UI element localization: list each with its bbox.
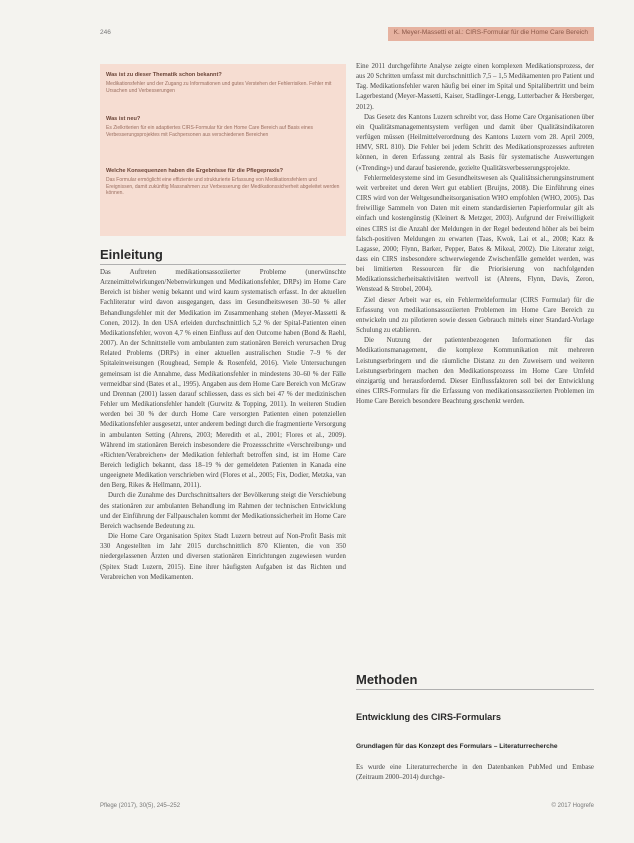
- paragraph: Die Home Care Organisation Spitex Stadt Luzern betreut auf Non-Profit Basis mit 330 Angestellten im Jahr 2015 durchschnittlich 870 Klienten, die von 350 niedergelassenen Ärzten und diversen stationären Einrichtungen zugewiesen wurden (Spitex Stadt Luzern, 2015). Eine ihrer häufigsten Aufgaben ist das Richten und Verabreichen von Medikamenten.: [100, 533, 346, 581]
- key-points-box: [100, 64, 346, 236]
- methods-paragraph: [356, 763, 594, 785]
- paragraph: Ziel dieser Arbeit war es, ein Fehlermeldeformular (CIRS Formular) für die Erfassung von medikationsassoziierten Problemen im Home Care Bereich zu entwickeln und zu pilotieren sowie dessen Gebrauch mittels einer Standard-Vorlage Schulung zu etablieren.: [356, 296, 594, 335]
- page-header: [100, 27, 594, 41]
- paragraph: Das Auftreten medikationsassoziierter Probleme (unerwünschte Arzneimittelwirkungen/Nebenwirkungen und Medikationsfehler, DRPs) im Home Care Bereich ist bisher wenig bekannt und wird kaum systematisch erfasst. In der aktuellen Fachliteratur wird davon ausgegangen, dass im Gesundheitswesen 30–50 % aller Behandlungsfehler mit der Medikation im Zusammenhang stehen (Meyer-Massetti & Conen, 2012). In den USA erleiden durchschnittlich 5,2 % der Spital-Patienten einen Medikationsfehler, wovon 4,7 % einen Einfluss auf den Outcome haben (Bond & Raehl, 2007). An der Schnittstelle vom ambulanten zum stationären Bereich verursachen Drug Related Problems (DRPs) in einer aktuellen australischen Studie 7–9 % der Spitaleinweisungen (Roughead, Semple & Rosenfeld, 2016). Viele Untersuchungen gemeinsam ist die Annahme, dass Medikationsfehler in mindestens 30–60 % der Fälle vermeidbar sind (Bates et al., 1995). Angaben aus dem Home Care Bereich von McGraw und Drennan (2001) lassen darauf schliessen, dass es sich bei 47 % der medizinischen Fehler um Medikationsfehler handelt (Gurwitz & Topping, 2011). In weiteren Studien werden bei 30 % der durch Home Care versorgten Patienten einen potenziellen Medikationsfehler ausgesetzt, unter anderem bedingt durch die fragmentierte Versorgung in ambulanten Setting (Ahrens, 2003; Meredith et al., 2001; Flores et al., 2009). Während im stationären Bereich insbesondere die Prozessschritte «Verschreibung» und «Richten/Verabreichen» der Medikation fehlerhaft betroffen sind, ist im Home Care Bereich lediglich bekannt, dass 18–19 % der gemeldeten Patienten in Kanada eine ungeeignete Medikation verschrieben wird (Flores et al., 2005; Fix, Dodier, Metzka, van den Berg, Rikes & Hellmann, 2011).: [100, 269, 346, 490]
- question-2: Was ist neu?: [106, 116, 141, 122]
- running-title: K. Meyer-Massetti et al.: CIRS-Formular für die Home Care Bereich: [388, 27, 594, 41]
- subheading-cirs-formular: Entwicklung des CIRS-Formulars: [356, 712, 501, 722]
- paragraph: Das Gesetz des Kantons Luzern schreibt vor, dass Home Care Organisationen über ein Qualitätsmanagementsystem verfügen und damit über Qualitätsindikatoren verfügen müssen (Heilmittelverordnung des Kantons Luzern vom 28. April 2009, HMV, SRL 810). Die Fehler bei jedem Schritt des Medikationsprozesses auftreten können, in deren Erfassung zentral als Basis für systematische Auswertungen («Trending») und darauf basierende, gezielte Qualitätsverbesserungsprojekte.: [356, 113, 594, 172]
- subsubheading-literaturrecherche: Grundlagen für das Konzept des Formulars – Literaturrecherche: [356, 743, 558, 750]
- right-column-text: [356, 62, 594, 662]
- paragraph: Es wurde eine Literaturrecherche in den Datenbanken PubMed und Embase (Zeitraum 2000–2014) durchge-: [356, 764, 594, 782]
- paragraph: Die Nutzung der patientenbezogenen Informationen für das Medikationsmanagement, die komplexe Kommunikation mit mehreren Leistungserbringern und die räumliche Distanz zu den Zuweisern und weiteren Leistungserbringern machen den Medikationsprozess im Home Care Umfeld einzigartig und herausfordernd. Dieser Einflussfaktoren soll bei der Entwicklung eines CIRS-Formulars für die Erfassung von medikationsassoziierten Problemen im Home Care Bereich besondere Beachtung geschenkt werden.: [356, 337, 594, 406]
- paragraph: Durch die Zunahme des Durchschnittsalters der Bevölkerung steigt die Verschiebung des stationären zur ambulanten Behandlung im Rahmen der technischen Entwicklung und der Einführung der Fallpauschalen kommt der Medikationssicherheit im Home Care Bereich wachsende Bedeutung zu.: [100, 492, 346, 530]
- answer-2: Es Zielkriterien für ein adaptiertes CIRS-Formular für den Home Care Bereich auf Basis eines Verbesserungsprojektes mit Fachpersonen aus verschiedenen Bereichen: [106, 125, 314, 138]
- left-column-text: [100, 268, 346, 798]
- answer-1: Medikationsfehler und der Zugang zu Informationen und gutes Verstehen der Fehlerrisiken. Fehler mit Ursachen und Verbesserungen: [106, 81, 332, 94]
- paragraph: Fehlermeldesysteme sind im Gesundheitswesen als Qualitätssicherungsinstrument weit verbreitet und deren Wert gut etabliert (Bruijns, 2008). Die Einführung eines CIRS wird von der Weltgesundheitsorganisation WHO empfohlen (WHO, 2005). Das freiwillige Sammeln von Daten mit einem standardisierten Papierformular gilt als einfach und kostengünstig (Kleinert & Metzger, 2003). Aufgrund der Freiwilligkeit eines CIRS ist die Anzahl der Meldungen in der Regel bedeutend höher als bei beim falsch-positiven Meldungen zu erwarten (Taas, Kwok, Lai et al., 2008; Katz & Lagasse, 2000; Flynn, Barker, Pepper, Bates & Mikeal, 2002). Die Literatur zeigt, dass ein CIRS insbesondere schwerwiegende Zwischenfälle gemeldet werden, was bei limitierten Ressourcen für die Priorisierung von nachfolgenden Medikationssicherheitsaktivitäten wertvoll ist (Ahrens, Flynn, Davis, Zeron, Wenstead & Strobel, 2004).: [356, 174, 594, 294]
- question-3: Welche Konsequenzen haben die Ergebnisse für die Pflegepraxis?: [106, 168, 284, 174]
- paragraph: Eine 2011 durchgeführte Analyse zeigte einen komplexen Medikationsprozess, der aus 20 Schritten umfasst mit durchschnittlich 7,5 – 1,5 Medikamenten pro Patient und Tag. Medikationsfehler waren häufig bei einer im Spital und Spitalübertritt und beim Lagerbestand (Meyer-Massetti, Kaiser, Stadlinger-Lengg, Lutterbacher & Hersberger, 2012).: [356, 63, 594, 111]
- question-1: Was ist zu dieser Thematik schon bekannt?: [106, 72, 222, 78]
- footer-copyright: © 2017 Hogrefe: [551, 803, 594, 809]
- section-heading-methoden: Methoden: [356, 672, 594, 690]
- section-heading-einleitung: Einleitung: [100, 247, 346, 265]
- page-number: 246: [100, 29, 111, 36]
- answer-3: Das Formular ermöglicht eine effiziente und strukturierte Erfassung von Medikationsfehlern und Ereignissen, damit zukünftig Massnahmen zur Verbesserung der Medikationssicherheit abgeleitet werden können.: [106, 177, 340, 197]
- footer-citation: Pflege (2017), 30(5), 245–252: [100, 803, 181, 809]
